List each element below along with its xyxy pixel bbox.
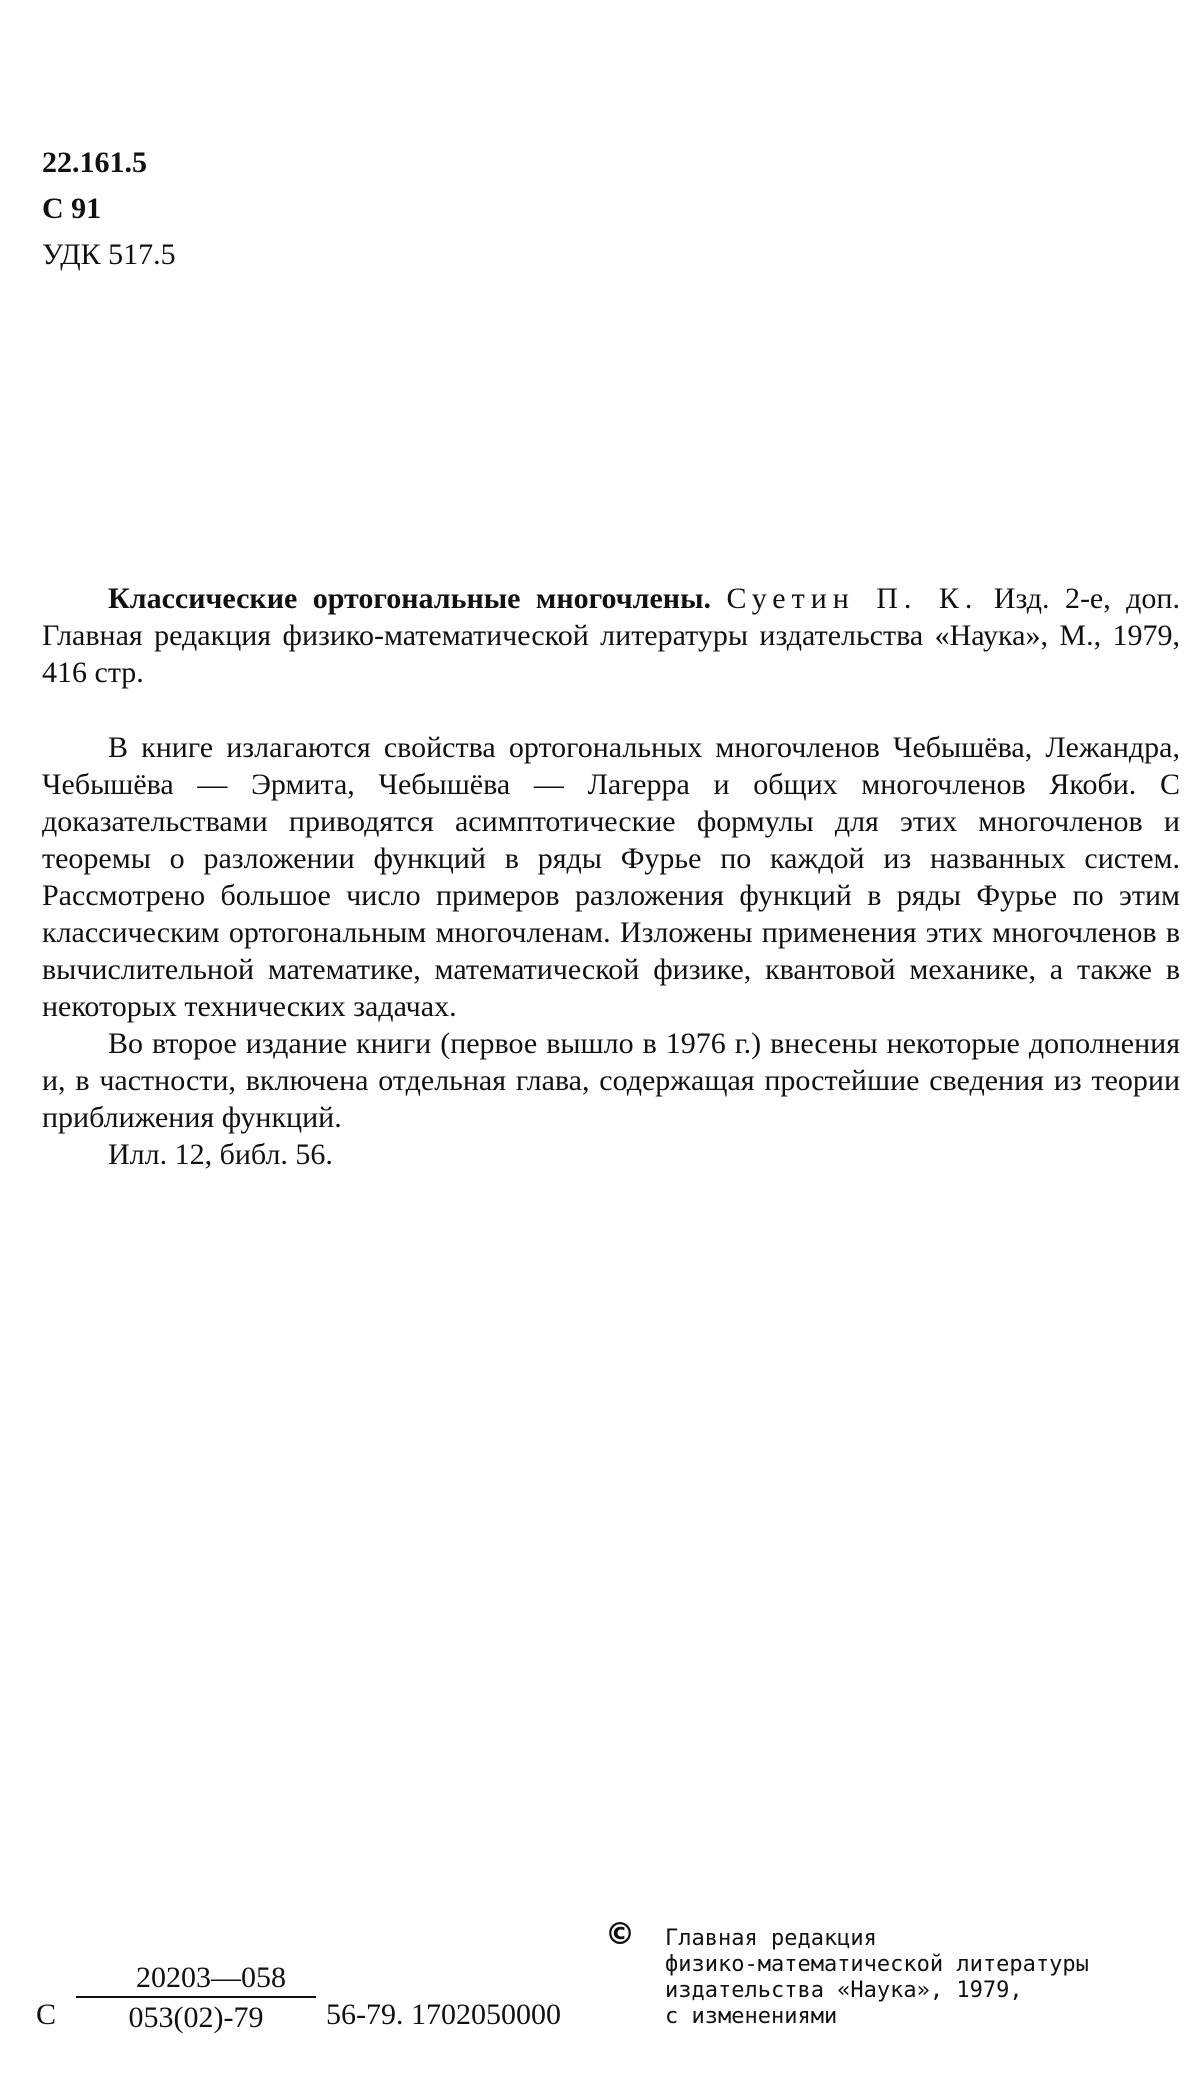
- annotation-block: [42, 580, 1180, 1173]
- copyright-text: [665, 1926, 1185, 2030]
- spacer: [42, 691, 1180, 729]
- imprint-denominator: 053(02)-79: [128, 2001, 264, 2034]
- abstract-paragraph-2: Во второе издание книги (первое вышло в 1976 г.) внесены некоторые дополнения и, в частности, включена отдельная глава, содержащая простейшие сведения из теории приближения функций.: [42, 1027, 1180, 1134]
- bbk-code: 22.161.5: [42, 146, 147, 179]
- book-author: Суетин П. К.: [726, 582, 979, 615]
- copyright-icon: ©: [605, 1917, 635, 1952]
- bibliographic-entry: [42, 580, 1180, 691]
- copyright-line: издательства «Наука», 1979,: [665, 1978, 1023, 2003]
- imprint-numerator: 20203—058: [76, 1960, 316, 1998]
- udc-code: УДК 517.5: [42, 238, 176, 271]
- imprint-fraction: [76, 1960, 316, 2038]
- copyright-line: Главная редакция: [665, 1926, 877, 1951]
- abstract-paragraph-1: В книге излагаются свойства ортогональных многочленов Чебышёва, Лежандра, Чебышёва — Эрмита, Чебышёва — Лагерра и общих многочленов Якоби. С доказательствами приводятся асимптотические формулы для этих многочленов и теоремы о разложении функций в ряды Фурье по каждой из названных систем. Рассмотрено большое число примеров разложения функций в ряды Фурье по этим классическим ортогональным многочленам. Изложены применения этих многочленов в вычислительной математике, математической физике, квантовой механике, а также в некоторых технических задачах.: [42, 731, 1180, 1023]
- imprint-number: 56-79. 1702050000: [326, 1998, 561, 2031]
- author-mark: С 91: [42, 192, 102, 225]
- copyright-line: физико-математической литературы: [665, 1952, 1089, 1977]
- book-title: Классические ортогональные многочлены.: [108, 582, 712, 615]
- imprint-letter: С: [36, 1998, 57, 2031]
- illustrations-note: Илл. 12, библ. 56.: [108, 1138, 333, 1171]
- classification-codes: [42, 140, 176, 278]
- copyright-line: с изменениями: [665, 2004, 838, 2029]
- edition-info: Изд. 2-е, доп. Главная редакция физико-математической литературы издательства «Наука», М., 1979, 416 стр.: [42, 582, 1180, 689]
